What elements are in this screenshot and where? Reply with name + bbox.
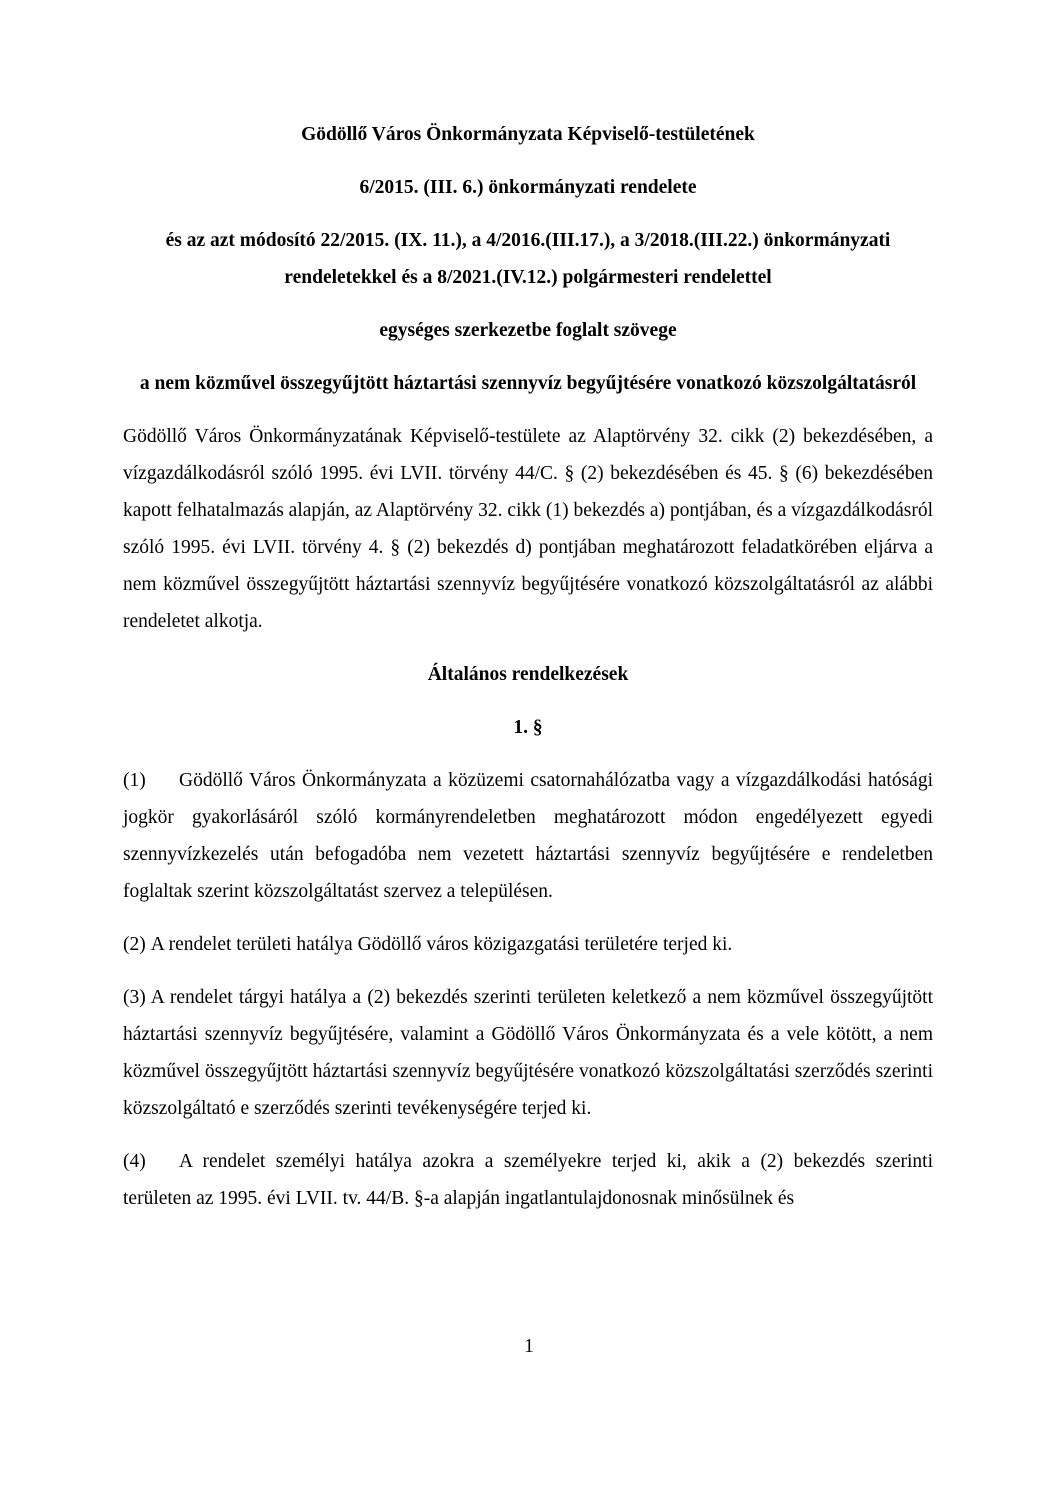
paragraph-1 [123,762,933,910]
header-decree-number: 6/2015. (III. 6.) önkormányzati rendelete [359,177,697,198]
section-heading: Általános rendelkezések [427,664,629,685]
paragraph-4-marker: (4) [123,1151,146,1172]
preamble-paragraph: Gödöllő Város Önkormányzatának Képviselő-testülete az Alaptörvény 32. cikk (2) bekezdésében, a vízgazdálkodásról szóló 1995. évi LVII. törvény 44/C. § (2) bekezdésében és 45. § (6) bekezdésében kapott felhatalmazás alapján, az Alaptörvény 32. cikk (1) bekezdés a) pontjában, és a vízgazdálkodásról szóló 1995. évi LVII. törvény 4. § (2) bekezdés d) pontjában meghatározott feladatkörében eljárva a nem közművel összegyűjtött háztartási szennyvíz begyűjtésére vonatkozó közszolgáltatásról az alábbi rendeletet alkotja. [123,426,934,632]
paragraph-1-marker: (1) [123,770,146,791]
header-title: Gödöllő Város Önkormányzata Képviselő-testületének [301,124,755,145]
paragraph-2-marker: (2) [123,934,146,955]
paragraph-2-text: A rendelet területi hatálya Gödöllő város közigazgatási területére terjed ki. [150,934,733,955]
paragraph-1-text: Gödöllő Város Önkormányzata a közüzemi csatornahálózatba vagy a vízgazdálkodási hatósági jogkör gyakorlásáról szóló kormányrendeletben meghatározott módon engedélyezett egyedi szennyvízkezelés után befogadóba nem vezetett háztartási szennyvíz begyűjtésére e rendeletben foglaltak szerint közszolgáltatást szervez a településen. [123,770,933,902]
page-number: 1 [524,1336,534,1357]
header-amendments: és az azt módosító 22/2015. (IX. 11.), a 4/2016.(III.17.), a 3/2018.(III.22.) önkormányzati rendeletekkel és a 8/2021.(IV.12.) polgármesteri rendelettel [165,230,891,288]
paragraph-3 [123,979,933,1127]
section-number: 1. § [513,717,543,738]
paragraph-4 [123,1143,933,1217]
paragraph-2 [123,926,933,963]
paragraph-4-text: A rendelet személyi hatálya azokra a személyekre terjed ki, akik a (2) bekezdés szerinti területen az 1995. évi LVII. tv. 44/B. §-a alapján ingatlantulajdonosnak minősülnek és [123,1151,933,1209]
paragraph-3-text: A rendelet tárgyi hatálya a (2) bekezdés szerinti területen keletkező a nem közművel összegyűjtött háztartási szennyvíz begyűjtésére, valamint a Gödöllő Város Önkormányzata és a vele kötött, a nem közművel összegyűjtött háztartási szennyvíz begyűjtésére vonatkozó közszolgáltatási szerződés szerinti közszolgáltató e szerződés szerinti tevékenységére terjed ki. [123,987,933,1119]
page-footer [0,1328,1058,1365]
header-consolidated-text: egységes szerkezetbe foglalt szövege [379,320,677,341]
paragraph-3-marker: (3) [123,987,146,1008]
header-subject: a nem közművel összegyűjtött háztartási szennyvíz begyűjtésére vonatkozó közszolgáltatásról [139,373,917,394]
document-header [123,116,933,402]
